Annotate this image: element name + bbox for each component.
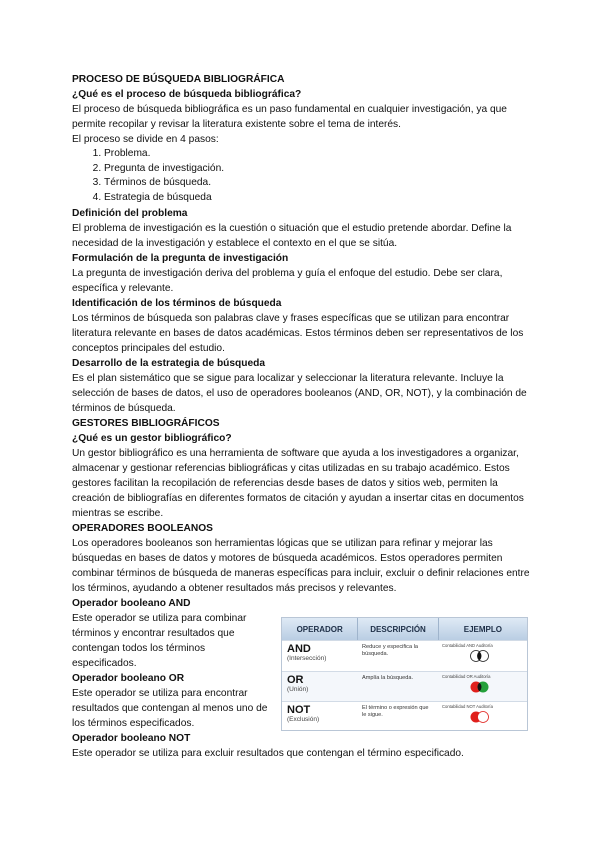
operator-or-sub: (Unión) — [287, 685, 309, 693]
table-header — [282, 618, 527, 640]
header-descripcion: DESCRIPCIÓN — [358, 618, 438, 640]
paragraph-question: La pregunta de investigación deriva del problema y guía el enfoque del estudio. Debe ser clara, específica y relevante. — [72, 267, 503, 294]
list-item: 3. Términos de búsqueda. — [104, 176, 532, 191]
paragraph-steps-intro: El proceso se divide en 4 pasos: — [72, 134, 219, 145]
operator-not: NOT — [287, 704, 311, 716]
paragraph-terms: Los términos de búsqueda son palabras clave y frases específicas que se utilizan para encontrar literatura relevante en bases de datos académicas. Estos términos deben ser representativos de los conceptos principales del estudio. — [72, 312, 524, 354]
heading-problem: Definición del problema — [72, 207, 188, 219]
heading-question: Formulación de la pregunta de investigación — [72, 252, 289, 264]
paragraph-or: Este operador se utiliza para encontrar resultados que contengan al menos uno de los términos especificados. — [72, 687, 268, 729]
paragraph-strategy: Es el plan sistemático que se sigue para localizar y seleccionar la literatura relevante. Incluye la selección de bases de datos, el uso de operadores booleanos (AND, OR, NOT), y la combinación de términos de búsqueda. — [72, 372, 527, 414]
heading-not: Operador booleano NOT — [72, 732, 191, 744]
list-item: 1. Problema. — [104, 147, 532, 162]
paragraph-problem: El problema de investigación es la cuestión o situación que el estudio pretende abordar. Define la necesidad de la investigación y establece el contexto en el que se sitúa. — [72, 222, 512, 249]
header-operador: OPERADOR — [282, 618, 358, 640]
description-not: El término o expresión que le sigue. — [362, 705, 429, 718]
heading-terms: Identificación de los términos de búsqueda — [72, 297, 282, 309]
heading-and: Operador booleano AND — [72, 597, 191, 609]
paragraph-operadores: Los operadores booleanos son herramientas lógicas que se utilizan para refinar y mejorar las búsquedas en bases de datos y motores de búsqueda académicos. Estos operadores permiten combinar términos de búsqueda de maneras específicas para incluir, excluir o definir relaciones entre los términos, ayudando a obtener resultados más precisos y relevantes. — [72, 537, 530, 594]
table-row — [282, 671, 527, 702]
list-item: 4. Estrategia de búsqueda — [104, 191, 532, 206]
list-item: 2. Pregunta de investigación. — [104, 162, 532, 177]
paragraph-and: Este operador se utiliza para combinar términos y encontrar resultados que contengan todos los términos especificados. — [72, 612, 247, 669]
operator-not-sub: (Exclusión) — [287, 716, 320, 723]
paragraph-intro: El proceso de búsqueda bibliográfica es un paso fundamental en cualquier investigación, ya que permite recopilar y revisar la literatura existente sobre el tema de interés. — [72, 104, 507, 130]
operator-and-sub: (Intersección) — [287, 655, 327, 662]
operators-text-column — [72, 596, 270, 731]
document-title: PROCESO DE BÚSQUEDA BIBLIOGRÁFICA — [72, 74, 285, 85]
heading-strategy: Desarrollo de la estrategia de búsqueda — [72, 357, 266, 369]
paragraph-not: Este operador se utiliza para excluir resultados que contengan el término especificado. — [72, 747, 464, 759]
operator-or: OR — [287, 673, 304, 686]
example-not: Contabilidad NOT Auditoría — [442, 704, 493, 709]
example-or: Contabilidad OR Auditoría — [442, 673, 491, 679]
table-row — [282, 701, 527, 732]
paragraph-gestor: Un gestor bibliográfico es una herramienta de software que ayuda a los investigadores a organizar, almacenar y gestionar referencias bibliográficas y citas utilizadas en su trabajo académico. Estos gestores facilitan la recopilación de referencias desde bases de datos y sitios web, permiten la creación de bibliografías en diferentes formatos de citación y ayudan a insertar citas en documentos mientras se escribe. — [72, 447, 524, 519]
description-or: Amplía la búsqueda. — [362, 674, 413, 681]
venn-union-icon — [468, 680, 492, 694]
operator-and: AND — [287, 643, 311, 655]
description-and: Reduce y especifica la búsqueda. — [362, 644, 418, 657]
table-body — [282, 640, 527, 732]
question-heading-2: ¿Qué es un gestor bibliográfico? — [72, 432, 232, 444]
heading-operadores: OPERADORES BOOLEANOS — [72, 522, 213, 534]
heading-gestores: GESTORES BIBLIOGRÁFICOS — [72, 417, 220, 429]
venn-intersection-icon — [468, 649, 492, 663]
table-row — [282, 640, 527, 671]
operators-table-image — [281, 617, 528, 731]
example-and: Contabilidad AND Auditoría — [442, 643, 493, 648]
header-ejemplo: EJEMPLO — [463, 624, 502, 634]
heading-or: Operador booleano OR — [72, 672, 185, 684]
venn-exclusion-icon — [468, 710, 492, 724]
steps-list — [72, 147, 532, 206]
question-heading-1: ¿Qué es el proceso de búsqueda bibliográfica? — [72, 89, 302, 100]
